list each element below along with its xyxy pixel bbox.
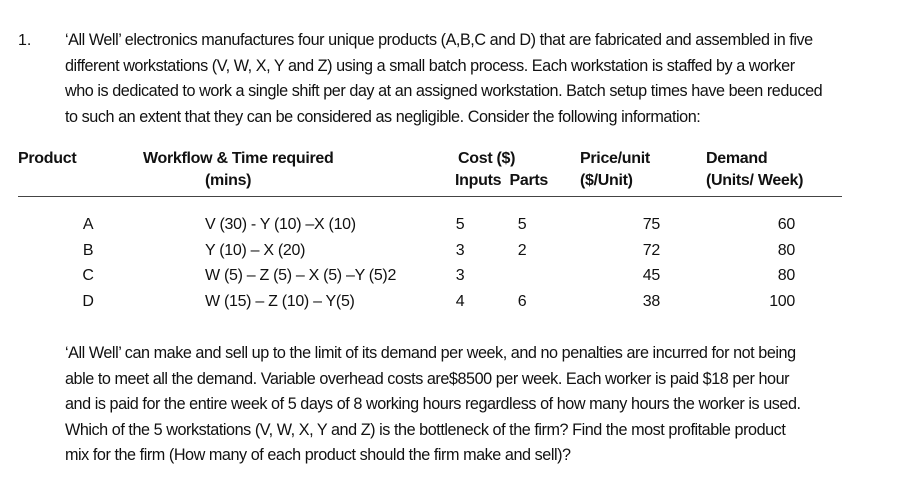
- table-row: [0, 289, 903, 315]
- closing-line: ‘All Well’ can make and sell up to the limit of its demand per week, and no penalties are incurred for not being: [65, 344, 796, 362]
- intro-line: different workstations (V, W, X, Y and Z) using a small batch process. Each workstation is staffed by a worker: [65, 56, 795, 75]
- closing-line: Which of the 5 workstations (V, W, X, Y and Z) is the bottleneck of the firm? Find the most profitable product: [65, 420, 786, 439]
- cell-inputs: 3: [455, 242, 465, 259]
- cell-price: 72: [642, 242, 660, 259]
- header-divider: [18, 196, 842, 197]
- cell-parts: 6: [517, 293, 527, 310]
- header-demand-unit: (Units/ Week): [706, 172, 804, 189]
- intro-line: to such an extent that they can be considered as negligible. Consider the following information:: [65, 107, 701, 126]
- cell-demand: 100: [769, 293, 795, 310]
- table-row: [0, 212, 903, 238]
- header-price: Price/unit: [580, 150, 650, 167]
- header-workflow-unit: (mins): [205, 172, 252, 189]
- header-cost: Cost ($): [458, 150, 516, 167]
- cell-workflow: W (5) – Z (5) – X (5) –Y (5)2: [205, 267, 397, 284]
- cell-product: B: [82, 242, 94, 259]
- cell-inputs: 5: [455, 216, 465, 233]
- cell-price: 75: [642, 216, 660, 233]
- header-demand: Demand: [706, 150, 768, 167]
- closing-line: and is paid for the entire week of 5 days of 8 working hours regardless of how many hours the worker is used.: [65, 395, 801, 413]
- question-closing: [65, 341, 865, 469]
- cell-workflow: Y (10) – X (20): [205, 242, 306, 259]
- table-row: [0, 238, 903, 264]
- intro-line: ‘All Well’ electronics manufactures four unique products (A,B,C and D) that are fabricated and assembled in five: [65, 31, 813, 49]
- header-cost-columns: Inputs Parts: [455, 172, 549, 189]
- cell-inputs: 3: [455, 267, 465, 284]
- cell-inputs: 4: [455, 293, 465, 310]
- cell-parts: 2: [517, 242, 527, 259]
- intro-line: who is dedicated to work a single shift per day at an assigned workstation. Batch setup times have been reduced: [65, 82, 823, 100]
- cell-product: D: [82, 293, 94, 310]
- cell-price: 38: [642, 293, 660, 310]
- header-price-unit: ($/Unit): [580, 172, 633, 189]
- question-number: 1.: [18, 32, 32, 49]
- question-intro: [65, 28, 865, 130]
- cell-demand: 60: [777, 216, 795, 233]
- cell-price: 45: [642, 267, 660, 284]
- header-product: Product: [18, 150, 77, 167]
- cell-workflow: V (30) - Y (10) –X (10): [205, 216, 356, 233]
- cell-product: C: [82, 267, 94, 284]
- cell-parts: 5: [517, 216, 527, 233]
- cell-workflow: W (15) – Z (10) – Y(5): [205, 293, 355, 310]
- closing-line: mix for the firm (How many of each product should the firm make and sell)?: [65, 446, 571, 464]
- cell-demand: 80: [777, 267, 795, 284]
- header-workflow: Workflow & Time required: [143, 150, 334, 167]
- cell-product: A: [82, 216, 94, 233]
- cell-demand: 80: [777, 242, 795, 259]
- table-row: [0, 263, 903, 289]
- closing-line: able to meet all the demand. Variable overhead costs are$8500 per week. Each worker is paid $18 per hour: [65, 369, 790, 388]
